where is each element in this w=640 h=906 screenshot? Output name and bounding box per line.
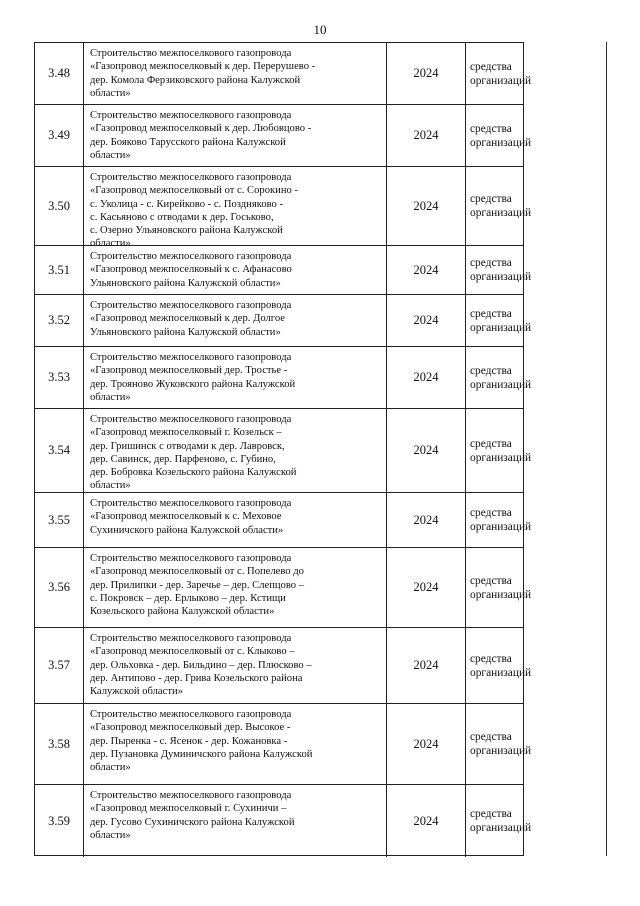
funding-source-line: организаций <box>470 271 532 283</box>
description-line: дер. Пузановка Думиничского района Калужской <box>90 748 313 760</box>
funding-source-line: организаций <box>470 822 532 834</box>
row-number: 3.52 <box>35 295 84 346</box>
row-number: 3.48 <box>35 43 84 104</box>
row-number: 3.51 <box>35 246 84 294</box>
row-number: 3.55 <box>35 493 84 547</box>
project-description <box>84 246 387 294</box>
funding-source-line: организаций <box>470 74 532 87</box>
description-line: «Газопровод межпоселковый дер. Высокое - <box>90 722 291 734</box>
year-cell: 2024 <box>387 43 466 104</box>
description-line: с. Касьяново с отводами к дер. Госьково, <box>90 211 274 223</box>
table-row <box>35 167 532 250</box>
description-line: «Газопровод межпоселковый от с. Сорокино - <box>90 185 298 197</box>
funding-source <box>466 167 532 245</box>
description-line: области» <box>90 480 131 492</box>
year-cell: 2024 <box>387 493 466 547</box>
year-cell: 2024 <box>387 347 466 408</box>
funding-source <box>466 704 532 784</box>
year-cell: 2024 <box>387 704 466 784</box>
table-row <box>35 409 532 493</box>
year-cell: 2024 <box>387 785 466 857</box>
description-line: Строительство межпоселкового газопровода <box>90 498 292 509</box>
description-line: дер. Комола Ферзиковского района Калужской <box>90 74 301 86</box>
description-line: Строительство межпоселкового газопровода <box>90 172 292 183</box>
funding-source-line: средства <box>470 437 512 450</box>
description-line: Строительство межпоселкового газопровода <box>90 300 292 311</box>
description-line: Калужской области» <box>90 686 183 698</box>
project-description <box>84 409 387 492</box>
funding-source-line: средства <box>470 808 512 820</box>
description-line: Строительство межпоселкового газопровода <box>90 414 292 425</box>
description-line: Строительство межпоселкового газопровода <box>90 48 292 59</box>
year-cell: 2024 <box>387 167 466 245</box>
year-cell: 2024 <box>387 105 466 166</box>
description-line: дер. Гусово Сухиничского района Калужской <box>90 816 295 828</box>
description-line: дер. Трояново Жуковского района Калужской <box>90 378 296 390</box>
funding-source-line: средства <box>470 60 512 73</box>
funding-source-line: организаций <box>470 588 532 601</box>
table-row <box>35 105 532 167</box>
description-line: дер. Антипово - дер. Грива Козельского района <box>90 672 303 684</box>
funding-source-line: средства <box>470 364 512 377</box>
project-description <box>84 548 387 627</box>
row-number: 3.54 <box>35 409 84 492</box>
table-row <box>35 548 532 628</box>
page-number: 10 <box>313 22 327 37</box>
funding-source <box>466 43 532 104</box>
funding-source-line: организаций <box>470 521 532 533</box>
funding-source-line: средства <box>470 193 512 205</box>
project-description <box>84 43 387 104</box>
funding-source <box>466 246 532 294</box>
table-row <box>35 628 532 704</box>
project-description <box>84 167 387 250</box>
funding-source-line: организаций <box>470 745 532 757</box>
description-line: с. Уколица - с. Кирейково - с. Поздняково - <box>90 198 284 210</box>
description-line: Строительство межпоселкового газопровода <box>90 633 292 644</box>
funding-source <box>466 409 532 492</box>
description-line: области» <box>90 391 131 403</box>
description-line: «Газопровод межпоселковый к дер. Любовцово - <box>90 123 312 135</box>
description-line: области» <box>90 149 131 161</box>
funding-source <box>466 105 532 166</box>
project-description <box>84 105 387 166</box>
year-cell: 2024 <box>387 628 466 703</box>
description-line: области» <box>90 762 131 774</box>
row-number: 3.53 <box>35 347 84 408</box>
funding-source-line: организаций <box>470 321 532 334</box>
project-description <box>84 493 387 547</box>
year-cell: 2024 <box>387 295 466 346</box>
funding-source-line: организаций <box>470 378 532 391</box>
description-line: с. Озерно Ульяновского района Калужской <box>90 225 283 237</box>
project-description <box>84 628 387 703</box>
row-number: 3.50 <box>35 167 84 245</box>
table-row <box>35 704 532 785</box>
row-number: 3.57 <box>35 628 84 703</box>
description-line: Строительство межпоселкового газопровода <box>90 110 292 121</box>
funding-source <box>466 347 532 408</box>
description-line: дер. Савинск, дер. Парфеново, с. Губино, <box>90 453 276 465</box>
table-row <box>35 43 532 105</box>
table-row <box>35 246 532 295</box>
project-description <box>84 785 387 857</box>
description-line: «Газопровод межпоселковый г. Сухиничи – <box>90 803 287 815</box>
year-cell: 2024 <box>387 246 466 294</box>
description-line: Строительство межпоселкового газопровода <box>90 352 292 363</box>
table-row <box>35 785 532 857</box>
funding-source-line: средства <box>470 574 512 587</box>
description-line: «Газопровод межпоселковый от с. Клыково – <box>90 646 295 658</box>
description-line: дер. Ольховка - дер. Бильдино – дер. Плюсково – <box>90 659 312 671</box>
funding-source-line: организаций <box>470 451 532 464</box>
row-number: 3.49 <box>35 105 84 166</box>
year-cell: 2024 <box>387 409 466 492</box>
description-line: «Газопровод межпоселковый к с. Меховое <box>90 511 282 523</box>
project-description <box>84 347 387 408</box>
description-line: с. Покровск – дер. Ерлыково – дер. Кстищи <box>90 592 286 604</box>
description-line: Сухиничского района Калужской области» <box>90 524 284 536</box>
description-line: области» <box>90 238 131 250</box>
funding-source <box>466 785 532 857</box>
funding-source-line: организаций <box>470 136 532 149</box>
description-line: «Газопровод межпоселковый к дер. Долгое <box>90 313 285 325</box>
description-line: «Газопровод межпоселковый дер. Тростье - <box>90 365 288 377</box>
funding-source-line: средства <box>470 507 512 519</box>
project-description <box>84 295 387 346</box>
funding-source <box>466 493 532 547</box>
description-line: Строительство межпоселкового газопровода <box>90 790 292 801</box>
description-line: области» <box>90 829 131 841</box>
table-row <box>35 493 532 548</box>
description-line: Строительство межпоселкового газопровода <box>90 553 292 564</box>
funding-source-line: средства <box>470 122 512 135</box>
description-line: «Газопровод межпоселковый к с. Афанасово <box>90 264 292 276</box>
project-description <box>84 704 387 784</box>
funding-source <box>466 295 532 346</box>
funding-source-line: средства <box>470 731 512 743</box>
description-line: дер. Гришинск с отводами к дер. Лавровск, <box>90 440 285 452</box>
description-line: дер. Пыренка - с. Ясенок - дер. Кожановка - <box>90 735 288 747</box>
description-line: «Газопровод межпоселковый г. Козельск – <box>90 427 282 439</box>
description-line: «Газопровод межпоселковый от с. Попелево до <box>90 566 304 578</box>
description-line: области» <box>90 87 131 99</box>
description-line: Строительство межпоселкового газопровода <box>90 251 292 262</box>
funding-source-line: средства <box>470 307 512 320</box>
row-number: 3.59 <box>35 785 84 857</box>
description-line: «Газопровод межпоселковый к дер. Перерушево - <box>90 61 316 73</box>
table-row <box>35 347 532 409</box>
funding-source <box>466 548 532 627</box>
funding-source-line: средства <box>470 652 512 665</box>
row-number: 3.58 <box>35 704 84 784</box>
description-line: Строительство межпоселкового газопровода <box>90 709 292 720</box>
description-line: Ульяновского района Калужской области» <box>90 326 281 338</box>
funding-source-line: организаций <box>470 666 532 679</box>
description-line: дер. Прилипки - дер. Заречье – дер. Слепцово – <box>90 579 305 591</box>
table-row <box>35 295 532 347</box>
description-line: дер. Бояково Тарусского района Калужской <box>90 136 286 148</box>
funding-source <box>466 628 532 703</box>
description-line: Козельского района Калужской области» <box>90 606 275 618</box>
description-line: Ульяновского района Калужской области» <box>90 277 281 289</box>
funding-source-line: средства <box>470 257 512 269</box>
row-number: 3.56 <box>35 548 84 627</box>
year-cell: 2024 <box>387 548 466 627</box>
projects-table <box>34 42 532 856</box>
description-line: дер. Бобровка Козельского района Калужской <box>90 467 297 479</box>
funding-source-line: организаций <box>470 207 532 219</box>
margin-rule <box>606 42 607 856</box>
